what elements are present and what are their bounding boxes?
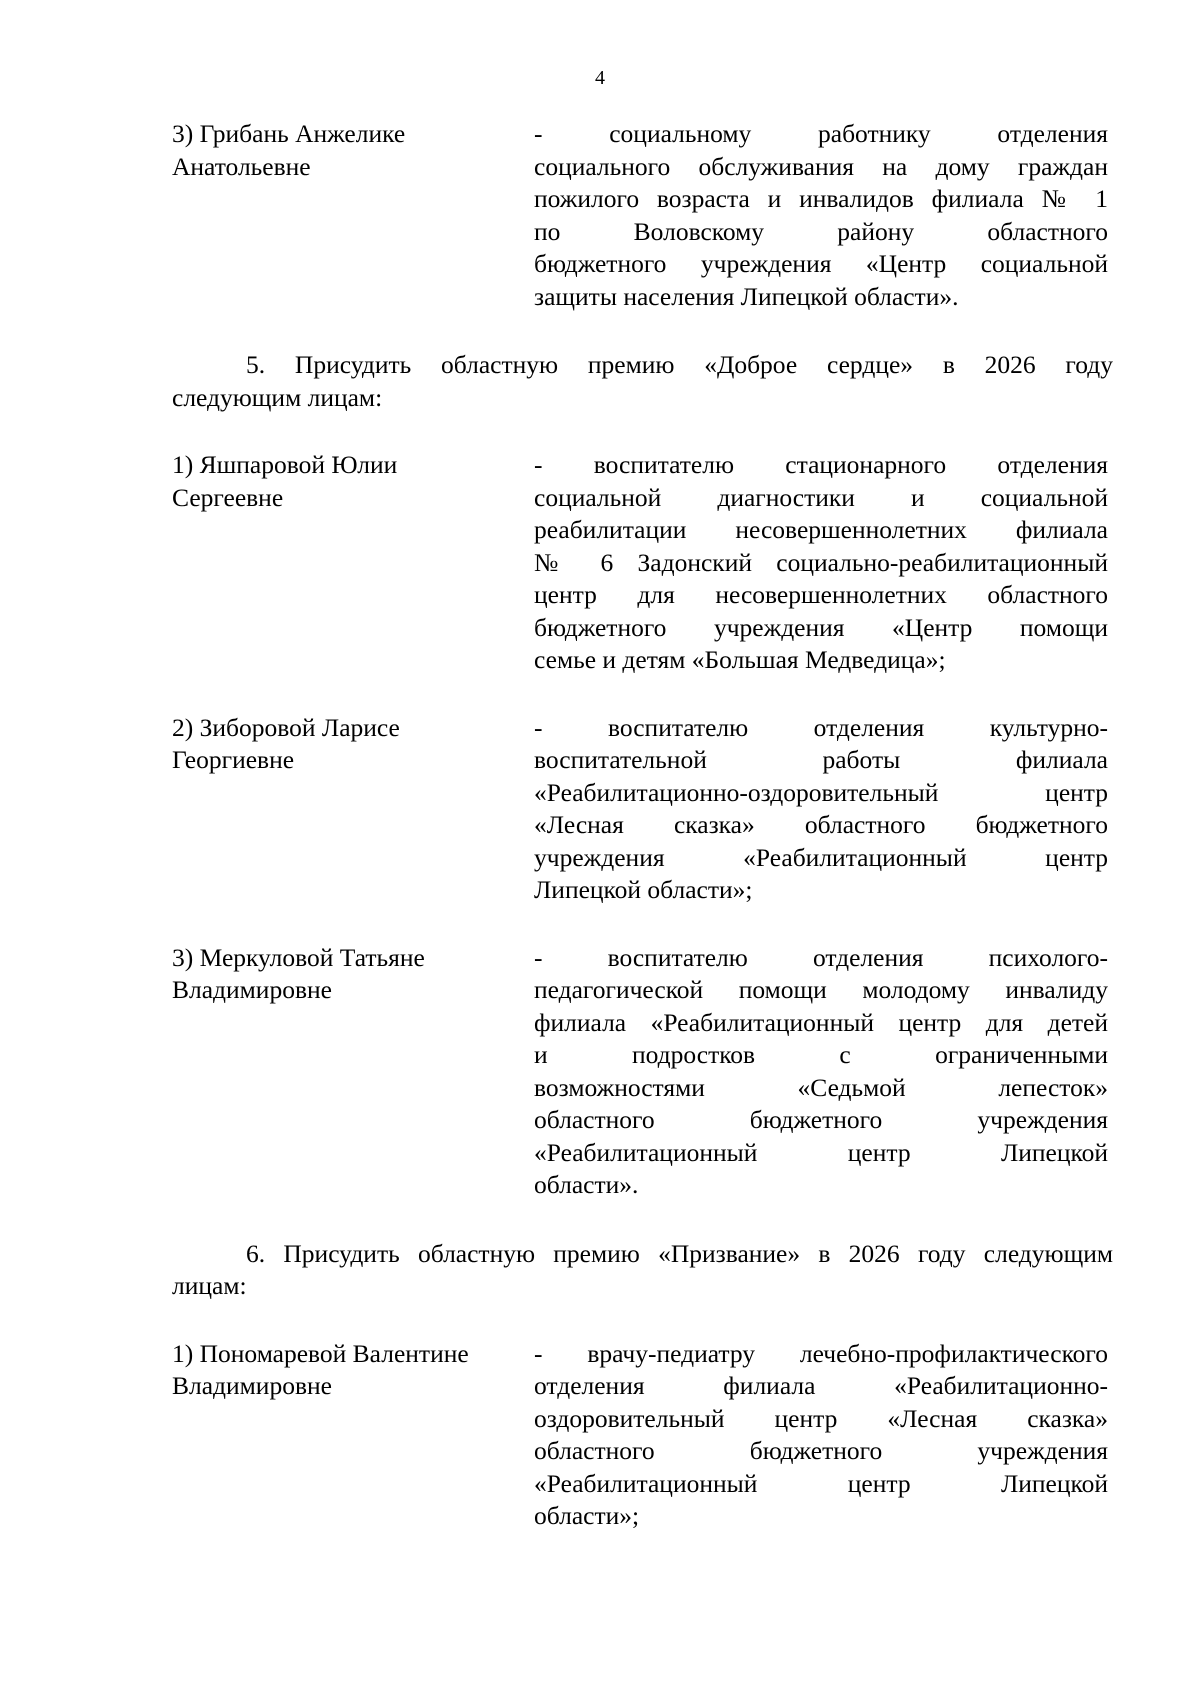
nominee-name-line: Сергеевне	[172, 482, 284, 512]
nominee-description-line: - воспитателю отделения психолого-	[534, 942, 1108, 972]
previous-section-nominee-list	[172, 118, 1113, 313]
nominee-description-line: отделения филиала «Реабилитационно-	[534, 1371, 1108, 1400]
section-6-nominee-list	[172, 1338, 1113, 1533]
nominee-description-line: филиала «Реабилитационный центр для детей	[534, 1007, 1108, 1037]
nominee-name-line: Владимировне	[172, 975, 332, 1004]
nominee-description-line: бюджетного учреждения «Центр социальной	[534, 249, 1108, 278]
nominee-description-line: - врачу-педиатру лечебно-профилактического	[534, 1338, 1108, 1368]
nominee-name-line: Анатольевне	[172, 151, 311, 181]
nominee-name	[172, 942, 534, 1007]
nominee-position-description	[534, 118, 1108, 313]
nominee-description-line: социального обслуживания на дому граждан	[534, 151, 1108, 181]
nominee-name-line: 2) Зиборовой Ларисе	[172, 712, 400, 742]
nominee-description-line: - социальному работнику отделения	[534, 119, 1108, 148]
nominee-entry	[172, 712, 1113, 907]
paragraph-line: лицам:	[172, 1271, 247, 1300]
nominee-description-line: центр для несовершеннолетних областного	[534, 580, 1108, 609]
nominee-description-line: педагогической помощи молодому инвалиду	[534, 975, 1108, 1004]
nominee-entry	[172, 1338, 1113, 1533]
nominee-description-line: защиты населения Липецкой области».	[534, 281, 959, 311]
nominee-name	[172, 712, 534, 777]
nominee-description-line: Липецкой области»;	[534, 875, 753, 904]
paragraph-line: 5. Присудить областную премию «Доброе сердце» в 2026 году	[246, 350, 1113, 379]
section-6	[172, 1238, 1113, 1533]
nominee-description-line: «Реабилитационно-оздоровительный центр	[534, 777, 1108, 807]
nominee-description-line: реабилитации несовершеннолетних филиала	[534, 515, 1108, 544]
nominee-name-line: Георгиевне	[172, 745, 295, 774]
nominee-entry	[172, 118, 1113, 313]
nominee-position-description	[534, 449, 1108, 677]
nominee-description-line: области»;	[534, 1501, 640, 1530]
nominee-description-line: - воспитателю стационарного отделения	[534, 450, 1108, 479]
nominee-entry	[172, 942, 1113, 1202]
nominee-description-line: областного бюджетного учреждения	[534, 1436, 1108, 1465]
document-body	[172, 118, 1113, 1533]
paragraph-line: 6. Присудить областную премию «Призвание» в 2026 году следующим	[246, 1238, 1113, 1268]
paragraph-line: следующим лицам:	[172, 382, 383, 412]
nominee-name-line: 1) Яшпаровой Юлии	[172, 450, 398, 479]
nominee-description-line: возможностями «Седьмой лепесток»	[534, 1072, 1108, 1102]
section-5-paragraph	[172, 349, 1113, 414]
nominee-entry	[172, 449, 1113, 677]
nominee-description-line: бюджетного учреждения «Центр помощи	[534, 612, 1108, 642]
nominee-description-line: «Реабилитационный центр Липецкой	[534, 1137, 1108, 1167]
nominee-name-line: 3) Меркуловой Татьяне	[172, 942, 425, 972]
nominee-description-line: «Лесная сказка» областного бюджетного	[534, 810, 1108, 839]
nominee-description-line: социальной диагностики и социальной	[534, 482, 1108, 512]
nominee-name-line: 1) Пономаревой Валентине	[172, 1338, 469, 1368]
nominee-position-description	[534, 1338, 1108, 1533]
page-number: 4	[595, 67, 605, 89]
nominee-position-description	[534, 712, 1108, 907]
nominee-description-line: № 6 Задонский социально-реабилитационный	[534, 547, 1108, 577]
section-5	[172, 349, 1113, 1202]
nominee-description-line: пожилого возраста и инвалидов филиала № 1	[534, 184, 1108, 213]
nominee-name	[172, 118, 534, 183]
nominee-description-line: областного бюджетного учреждения	[534, 1105, 1108, 1134]
section-5-nominee-list	[172, 449, 1113, 1202]
nominee-description-line: учреждения «Реабилитационный центр	[534, 842, 1108, 872]
nominee-name-line: 3) Грибань Анжелике	[172, 119, 406, 148]
nominee-description-line: семье и детям «Большая Медведица»;	[534, 645, 946, 674]
nominee-description-line: и подростков с ограниченными	[534, 1040, 1108, 1069]
nominee-name-line: Владимировне	[172, 1371, 332, 1400]
nominee-description-line: по Воловскому району областного	[534, 216, 1108, 246]
nominee-description-line: воспитательной работы филиала	[534, 745, 1108, 774]
section-6-paragraph	[172, 1238, 1113, 1303]
nominee-name	[172, 1338, 534, 1403]
nominee-description-line: «Реабилитационный центр Липецкой	[534, 1468, 1108, 1498]
nominee-position-description	[534, 942, 1108, 1202]
nominee-description-line: оздоровительный центр «Лесная сказка»	[534, 1403, 1108, 1433]
nominee-description-line: области».	[534, 1170, 639, 1199]
nominee-description-line: - воспитателю отделения культурно-	[534, 712, 1108, 742]
nominee-name	[172, 449, 534, 514]
